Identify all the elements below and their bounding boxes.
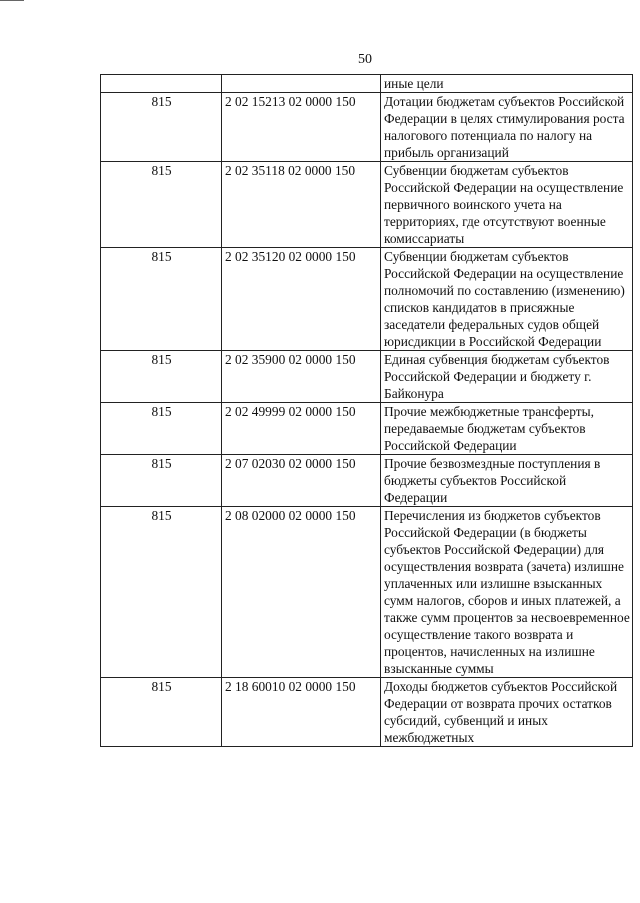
budget-code-cell: 2 02 49999 02 0000 150	[222, 403, 381, 455]
page-number: 50	[358, 52, 372, 67]
budget-code-cell: 2 02 35120 02 0000 150	[222, 248, 381, 351]
admin-code-cell: 815	[101, 403, 222, 455]
table-row	[101, 162, 633, 248]
table-row	[101, 248, 633, 351]
admin-code-cell: 815	[101, 678, 222, 747]
description-cell: Перечисления из бюджетов субъектов Российской Федерации (в бюджеты субъектов Российской Федерации) для осуществления возврата (зачета) излишне уплаченных или излишне взысканных сумм налогов, сборов и иных платежей, а также сумм процентов за несвоевременное осуществление такого возврата и процентов, начисленных на излишне взысканные суммы	[381, 507, 633, 678]
budget-code-cell: 2 18 60010 02 0000 150	[222, 678, 381, 747]
admin-code-cell: 815	[101, 93, 222, 162]
table-row	[101, 75, 633, 93]
budget-code-cell: 2 07 02030 02 0000 150	[222, 455, 381, 507]
table-row	[101, 93, 633, 162]
table-row	[101, 455, 633, 507]
table-row	[101, 507, 633, 678]
table-row	[101, 678, 633, 747]
scan-edge-mark	[0, 0, 24, 1]
admin-code-cell: 815	[101, 455, 222, 507]
table-row	[101, 351, 633, 403]
description-cell: Единая субвенция бюджетам субъектов Российской Федерации и бюджету г. Байконура	[381, 351, 633, 403]
description-cell: Субвенции бюджетам субъектов Российской Федерации на осуществление полномочий по составлению (изменению) списков кандидатов в присяжные заседатели федеральных судов общей юрисдикции в Российской Федерации	[381, 248, 633, 351]
description-cell: Доходы бюджетов субъектов Российской Федерации от возврата прочих остатков субсидий, субвенций и иных межбюджетных	[381, 678, 633, 747]
table-row	[101, 403, 633, 455]
admin-code-cell: 815	[101, 162, 222, 248]
description-cell: Прочие безвозмездные поступления в бюджеты субъектов Российской Федерации	[381, 455, 633, 507]
description-cell: Субвенции бюджетам субъектов Российской Федерации на осуществление первичного воинского учета на территориях, где отсутствуют военные комиссариаты	[381, 162, 633, 248]
admin-code-cell: 815	[101, 507, 222, 678]
admin-code-cell	[101, 75, 222, 93]
admin-code-cell: 815	[101, 351, 222, 403]
budget-code-cell: 2 02 15213 02 0000 150	[222, 93, 381, 162]
budget-code-cell: 2 08 02000 02 0000 150	[222, 507, 381, 678]
budget-revenue-table	[100, 74, 633, 747]
budget-code-cell: 2 02 35900 02 0000 150	[222, 351, 381, 403]
budget-code-cell	[222, 75, 381, 93]
budget-code-cell: 2 02 35118 02 0000 150	[222, 162, 381, 248]
description-cell: Прочие межбюджетные трансферты, передаваемые бюджетам субъектов Российской Федерации	[381, 403, 633, 455]
admin-code-cell: 815	[101, 248, 222, 351]
description-cell: Дотации бюджетам субъектов Российской Федерации в целях стимулирования роста налогового потенциала по налогу на прибыль организаций	[381, 93, 633, 162]
description-cell: иные цели	[381, 75, 633, 93]
